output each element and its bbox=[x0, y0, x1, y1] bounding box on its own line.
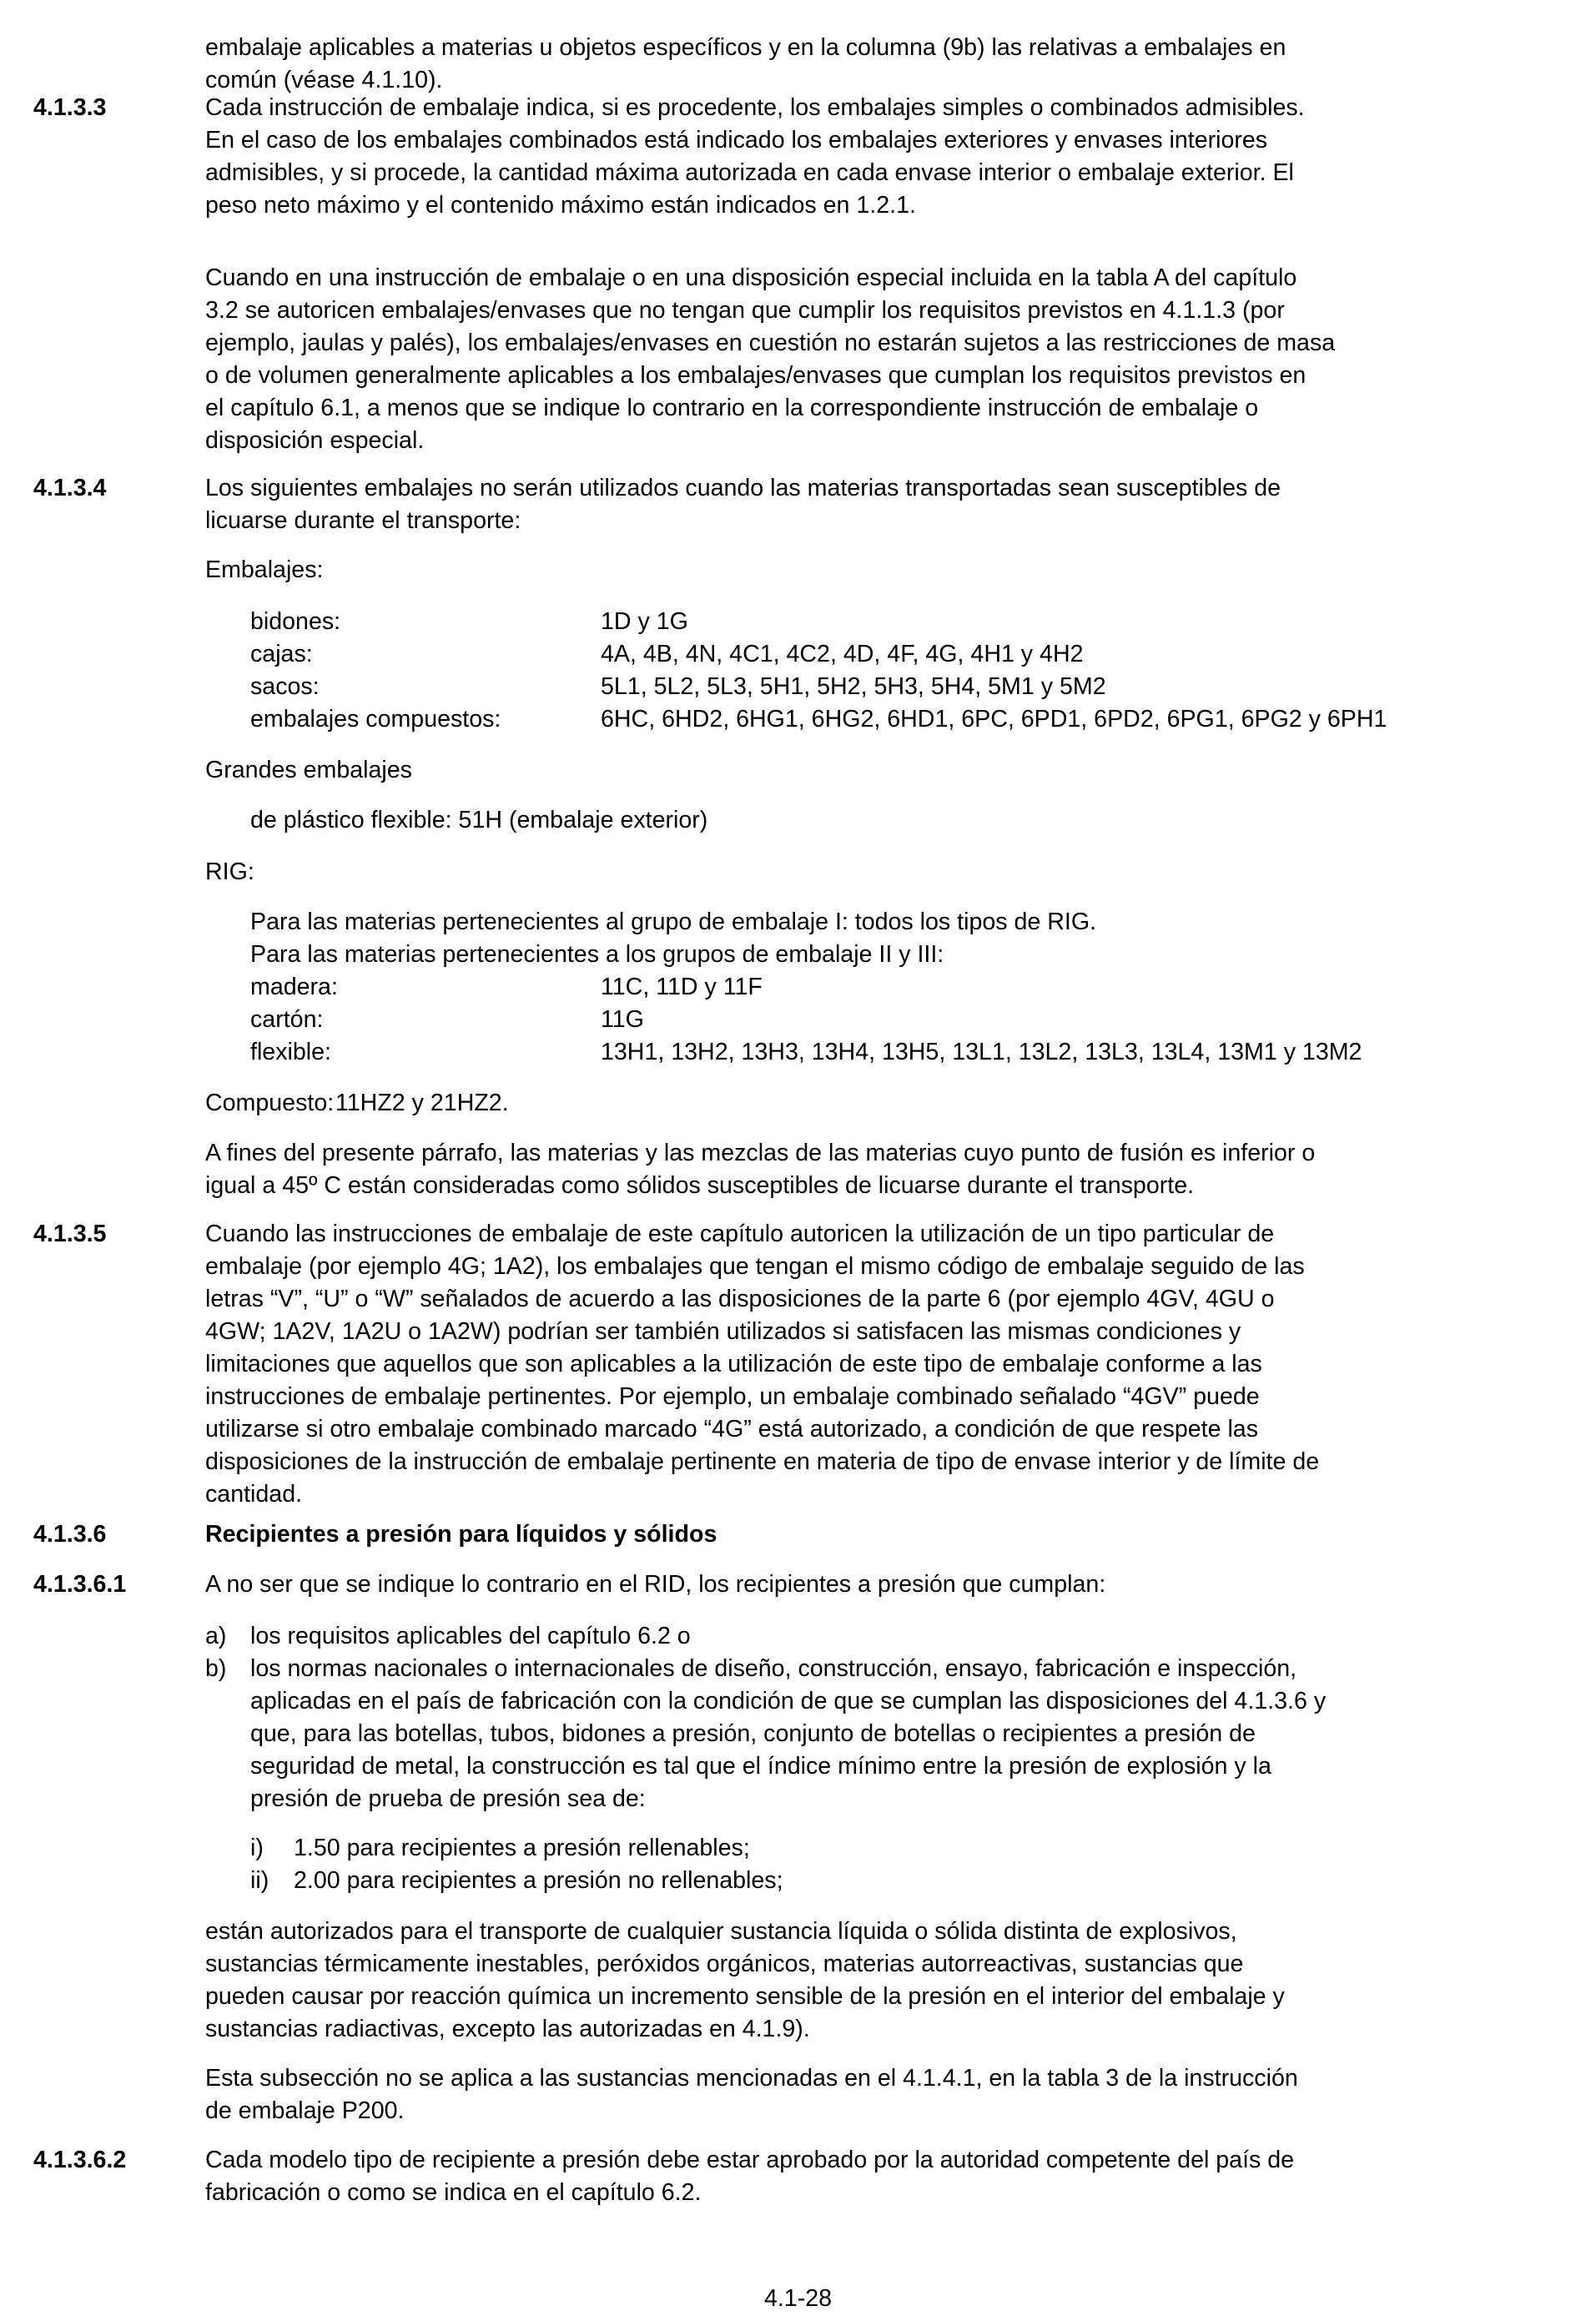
text-line: cantidad. bbox=[205, 1481, 303, 1508]
section-41361-last-paragraph bbox=[205, 2062, 1492, 2127]
text-line: 3.2 se autoricen embalajes/envases que no tengan que cumplir los requisitos previstos en 4.1.1.3 (por bbox=[205, 297, 1285, 324]
text-line: Cada modelo tipo de recipiente a presión debe estar aprobado por la autoridad competente del país de bbox=[205, 2147, 1295, 2173]
text-line: sustancias radiactivas, excepto las autorizadas en 4.1.9). bbox=[205, 2016, 810, 2042]
list-item-ii: 2.00 para recipientes a presión no rellenables; bbox=[294, 1867, 783, 1894]
section-4134-intro bbox=[205, 472, 1492, 537]
section-41362-paragraph bbox=[205, 2144, 1492, 2209]
section-4134-closing bbox=[205, 1137, 1492, 1202]
text-line: presión de prueba de presión sea de: bbox=[250, 1785, 646, 1812]
embalaje-value: 6HC, 6HD2, 6HG1, 6HG2, 6HD1, 6PC, 6PD1, 6PD2, 6PG1, 6PG2 y 6PH1 bbox=[601, 706, 1387, 733]
text-line: admisibles, y si procede, la cantidad máxima autorizada en cada envase interior o embalaje exterior. El bbox=[205, 159, 1294, 186]
embalaje-value: 5L1, 5L2, 5L3, 5H1, 5H2, 5H3, 5H4, 5M1 y 5M2 bbox=[601, 673, 1106, 700]
section-number-4133: 4.1.3.3 bbox=[33, 94, 107, 121]
text-line: embalaje aplicables a materias u objetos específicos y en la columna (9b) las relativas a embalajes en bbox=[205, 34, 1286, 61]
section-number-41362: 4.1.3.6.2 bbox=[33, 2147, 127, 2173]
text-line: sustancias térmicamente inestables, peróxidos orgánicos, materias autorreactivas, sustancias que bbox=[205, 1951, 1244, 1977]
list-marker-b: b) bbox=[205, 1655, 227, 1682]
section-4133-paragraph-1 bbox=[205, 92, 1492, 222]
section-4136-title: Recipientes a presión para líquidos y sólidos bbox=[205, 1521, 717, 1548]
text-line: común (véase 4.1.10). bbox=[205, 67, 443, 93]
text-line: el capítulo 6.1, a menos que se indique lo contrario en la correspondiente instrucción de embalaje o bbox=[205, 395, 1259, 421]
text-line: A fines del presente párrafo, las materias y las mezclas de las materias cuyo punto de fusión es inferior o bbox=[205, 1140, 1316, 1166]
text-line: de embalaje P200. bbox=[205, 2097, 405, 2124]
compuesto-label: Compuesto: bbox=[205, 1090, 335, 1116]
text-line: 4GW; 1A2V, 1A2U o 1A2W) podrían ser también utilizados si satisfacen las mismas condiciones y bbox=[205, 1318, 1241, 1345]
text-line: embalaje (por ejemplo 4G; 1A2), los embalajes que tengan el mismo código de embalaje seguido de las bbox=[205, 1253, 1305, 1280]
text-line: seguridad de metal, la construcción es tal que el índice mínimo entre la presión de explosión y la bbox=[250, 1753, 1271, 1780]
text-line: ejemplo, jaulas y palés), los embalajes/envases en cuestión no estarán sujetos a las restricciones de masa bbox=[205, 330, 1336, 356]
page-number: 4.1-28 bbox=[763, 2285, 833, 2312]
rig-value: 11G bbox=[601, 1006, 644, 1033]
list-marker-ii: ii) bbox=[250, 1867, 269, 1894]
text-line: que, para las botellas, tubos, bidones a presión, conjunto de botellas o recipientes a presión de bbox=[250, 1720, 1256, 1747]
text-line: pueden causar por reacción química un incremento sensible de la presión en el interior del embalaje y bbox=[205, 1983, 1285, 2010]
section-number-4136: 4.1.3.6 bbox=[33, 1521, 107, 1548]
rig-heading: RIG: bbox=[205, 858, 254, 885]
embalaje-label: cajas: bbox=[250, 641, 313, 667]
section-41361-paragraph bbox=[205, 1916, 1492, 2046]
rig-label: cartón: bbox=[250, 1006, 324, 1033]
text-line: o de volumen generalmente aplicables a los embalajes/envases que cumplan los requisitos previstos en bbox=[205, 362, 1307, 389]
text-line: Cada instrucción de embalaje indica, si es procedente, los embalajes simples o combinados admisibles. bbox=[205, 94, 1305, 121]
embalaje-label: bidones: bbox=[250, 608, 341, 635]
section-4133-paragraph-2 bbox=[205, 262, 1492, 457]
text-line: disposición especial. bbox=[205, 427, 425, 454]
embalajes-heading: Embalajes: bbox=[205, 556, 324, 583]
list-marker-a: a) bbox=[205, 1623, 227, 1649]
list-item-b bbox=[250, 1653, 1492, 1815]
text-line: limitaciones que aquellos que son aplicables a la utilización de este tipo de embalaje conforme a las bbox=[205, 1351, 1262, 1377]
text-line: Los siguientes embalajes no serán utilizados cuando las materias transportadas sean susceptibles de bbox=[205, 475, 1281, 501]
text-line: los normas nacionales o internacionales de diseño, construcción, ensayo, fabricación e inspección, bbox=[250, 1655, 1297, 1682]
text-line: están autorizados para el transporte de cualquier sustancia líquida o sólida distinta de explosivos, bbox=[205, 1918, 1237, 1945]
section-number-41361: 4.1.3.6.1 bbox=[33, 1571, 127, 1598]
embalaje-label: embalajes compuestos: bbox=[250, 706, 501, 733]
text-line: aplicadas en el país de fabricación con la condición de que se cumplan las disposiciones del 4.1.3.6 y bbox=[250, 1688, 1327, 1714]
rig-line-1: Para las materias pertenecientes al grupo de embalaje I: todos los tipos de RIG. bbox=[250, 909, 1097, 935]
section-41361-intro: A no ser que se indique lo contrario en el RID, los recipientes a presión que cumplan: bbox=[205, 1571, 1106, 1598]
embalaje-label: sacos: bbox=[250, 673, 320, 700]
text-line: igual a 45º C están consideradas como sólidos susceptibles de licuarse durante el transporte. bbox=[205, 1172, 1195, 1199]
text-line: Cuando en una instrucción de embalaje o en una disposición especial incluida en la tabla A del capítulo bbox=[205, 264, 1297, 291]
rig-value: 13H1, 13H2, 13H3, 13H4, 13H5, 13L1, 13L2, 13L3, 13L4, 13M1 y 13M2 bbox=[601, 1039, 1362, 1065]
text-line: Esta subsección no se aplica a las sustancias mencionadas en el 4.1.4.1, en la tabla 3 de la instrucción bbox=[205, 2065, 1298, 2092]
text-line: instrucciones de embalaje pertinentes. Por ejemplo, un embalaje combinado señalado “4GV” puede bbox=[205, 1383, 1260, 1410]
compuesto-value: 11HZ2 y 21HZ2. bbox=[335, 1090, 509, 1116]
rig-line-2: Para las materias pertenecientes a los grupos de embalaje II y III: bbox=[250, 941, 944, 968]
text-line: Cuando las instrucciones de embalaje de este capítulo autoricen la utilización de un tipo particular de bbox=[205, 1221, 1275, 1247]
section-4135-paragraph bbox=[205, 1218, 1492, 1511]
text-line: utilizarse si otro embalaje combinado marcado “4G” está autorizado, a condición de que respete las bbox=[205, 1416, 1258, 1442]
text-line: disposiciones de la instrucción de embalaje pertinente en materia de tipo de envase interior y de límite de bbox=[205, 1448, 1320, 1475]
text-line: letras “V”, “U” o “W” señalados de acuerdo a las disposiciones de la parte 6 (por ejemplo 4GV, 4GU o bbox=[205, 1286, 1275, 1312]
rig-label: flexible: bbox=[250, 1039, 331, 1065]
rig-value: 11C, 11D y 11F bbox=[601, 974, 763, 1000]
list-marker-i: i) bbox=[250, 1835, 264, 1861]
text-line: fabricación o como se indica en el capítulo 6.2. bbox=[205, 2179, 702, 2206]
rig-label: madera: bbox=[250, 974, 338, 1000]
intro-paragraph bbox=[205, 32, 1492, 97]
section-number-4135: 4.1.3.5 bbox=[33, 1221, 107, 1247]
list-item-i: 1.50 para recipientes a presión rellenables; bbox=[294, 1835, 750, 1861]
grandes-embalajes-heading: Grandes embalajes bbox=[205, 757, 412, 783]
list-item-a: los requisitos aplicables del capítulo 6.2 o bbox=[250, 1623, 691, 1649]
embalaje-value: 1D y 1G bbox=[601, 608, 688, 635]
section-number-4134: 4.1.3.4 bbox=[33, 475, 107, 501]
text-line: En el caso de los embalajes combinados está indicado los embalajes exteriores y envases interiores bbox=[205, 127, 1268, 154]
embalaje-value: 4A, 4B, 4N, 4C1, 4C2, 4D, 4F, 4G, 4H1 y 4H2 bbox=[601, 641, 1084, 667]
text-line: peso neto máximo y el contenido máximo están indicados en 1.2.1. bbox=[205, 192, 916, 219]
text-line: licuarse durante el transporte: bbox=[205, 507, 521, 534]
grandes-embalajes-line: de plástico flexible: 51H (embalaje exterior) bbox=[250, 807, 708, 833]
